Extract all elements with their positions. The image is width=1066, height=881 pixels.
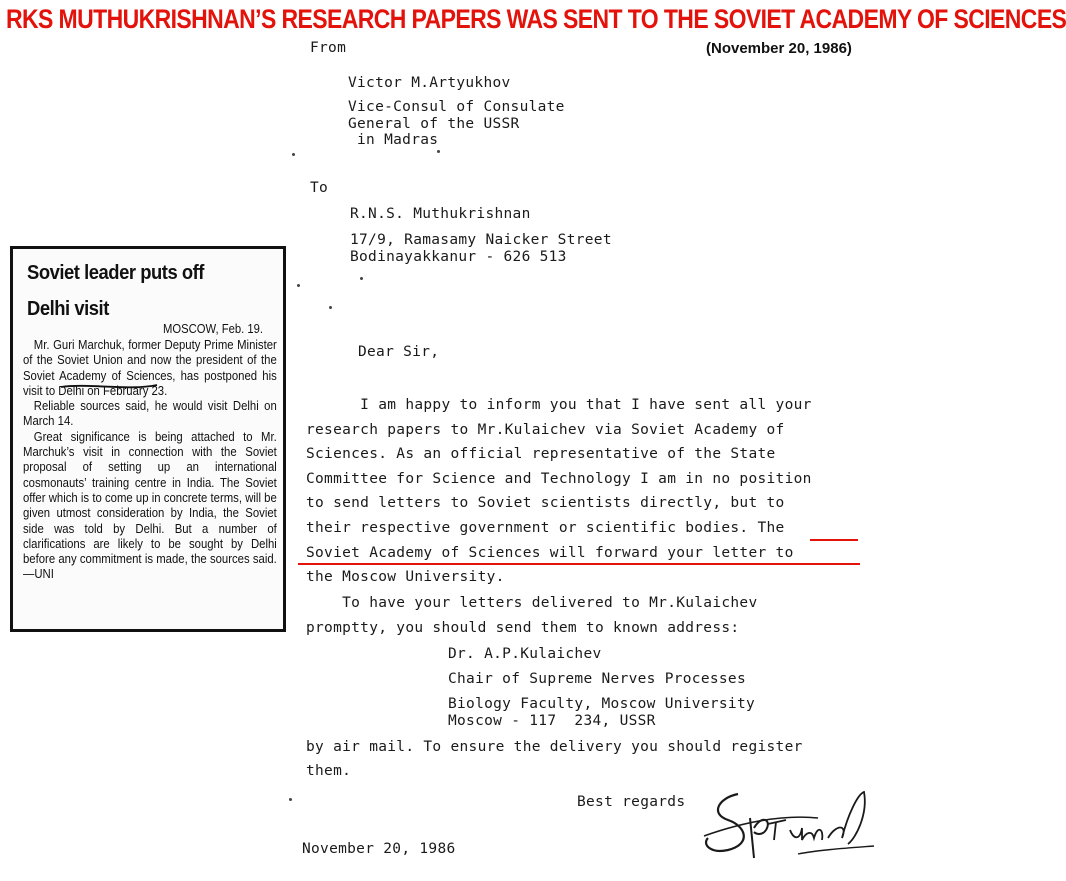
sender-title-line-1: Vice-Consul of Consulate bbox=[348, 99, 565, 115]
body-line: their respective government or scientific bodies. The bbox=[306, 520, 785, 536]
from-label: From bbox=[310, 40, 347, 56]
body-line: Sciences. As an official representative of the State bbox=[306, 446, 776, 462]
sender-name: Victor M.Artyukhov bbox=[348, 75, 511, 91]
body-line: Committee for Science and Technology I am in no position bbox=[306, 471, 812, 487]
body-line: to send letters to Soviet scientists directly, but to bbox=[306, 495, 785, 511]
body-line: To have your letters delivered to Mr.Kulaichev bbox=[306, 595, 758, 611]
closing-line: by air mail. To ensure the delivery you should register bbox=[306, 739, 803, 755]
scan-speck bbox=[360, 277, 363, 280]
highlight-underline bbox=[810, 539, 858, 541]
clipping-paragraph: Reliable sources said, he would visit Delhi on March 14. bbox=[23, 399, 277, 429]
recipient-name: R.N.S. Muthukrishnan bbox=[350, 206, 531, 222]
hand-underline bbox=[59, 377, 159, 393]
salutation: Dear Sir, bbox=[358, 344, 440, 360]
clipping-paragraph: Great significance is being attached to Mr. Marchuk’s visit in connection with the Soviet proposal of setting up an international cosmonauts’ training centre in India. The Soviet offer which is to come up in concrete terms, will be given utmost consideration by India, the Soviet side was told by Delhi. But a number of clarifications are likely to be sought by Delhi before any commitment is made, the sources said.—UNI bbox=[23, 429, 277, 582]
address-line-1: Chair of Supreme Nerves Processes bbox=[448, 671, 746, 687]
recipient-street: 17/9, Ramasamy Naicker Street bbox=[350, 232, 612, 248]
best-regards: Best regards bbox=[577, 794, 686, 810]
address-name: Dr. A.P.Kulaichev bbox=[448, 646, 602, 662]
closing-line: them. bbox=[306, 763, 352, 779]
scan-speck bbox=[437, 150, 440, 153]
body-line: promptty, you should send them to known address: bbox=[306, 620, 740, 636]
newspaper-clipping bbox=[10, 246, 286, 632]
scan-speck bbox=[292, 153, 295, 156]
address-line-3: Moscow - 117 234, USSR bbox=[448, 713, 656, 729]
clipping-headline bbox=[27, 255, 204, 327]
highlight-underline bbox=[298, 563, 860, 565]
body-line: Soviet Academy of Sciences will forward your letter to bbox=[306, 545, 794, 561]
banner-date: (November 20, 1986) bbox=[706, 40, 852, 57]
to-label: To bbox=[310, 180, 329, 196]
handwritten-signature bbox=[698, 784, 888, 874]
scan-speck bbox=[297, 284, 300, 287]
scan-speck bbox=[289, 798, 292, 801]
clipping-paragraph: Mr. Guri Marchuk, former Deputy Prime Minister of the Soviet Union and now the president of the Soviet Academy of Sciences, has postponed his visit to Delhi on February 23. bbox=[23, 338, 277, 398]
clipping-headline-line-1: Soviet leader puts off bbox=[27, 262, 204, 284]
address-line-2: Biology Faculty, Moscow University bbox=[448, 696, 756, 712]
page-banner-title: RKS MUTHUKRISHNAN’S RESEARCH PAPERS WAS SENT TO THE SOVIET ACADEMY OF SCIENCES bbox=[6, 4, 1066, 34]
clipping-dateline: MOSCOW, Feb. 19. bbox=[163, 322, 264, 336]
sender-title-line-3: in Madras bbox=[348, 132, 439, 148]
clipping-headline-line-2: Delhi visit bbox=[27, 298, 109, 320]
body-line: I am happy to inform you that I have sent all your bbox=[306, 397, 812, 413]
recipient-city: Bodinayakkanur - 626 513 bbox=[350, 249, 567, 265]
scan-speck bbox=[329, 306, 332, 309]
body-line: research papers to Mr.Kulaichev via Soviet Academy of bbox=[306, 422, 785, 438]
clipping-body bbox=[23, 338, 277, 583]
body-line: the Moscow University. bbox=[306, 569, 505, 585]
letter-date: November 20, 1986 bbox=[302, 841, 456, 857]
sender-title-line-2: General of the USSR bbox=[348, 116, 520, 132]
